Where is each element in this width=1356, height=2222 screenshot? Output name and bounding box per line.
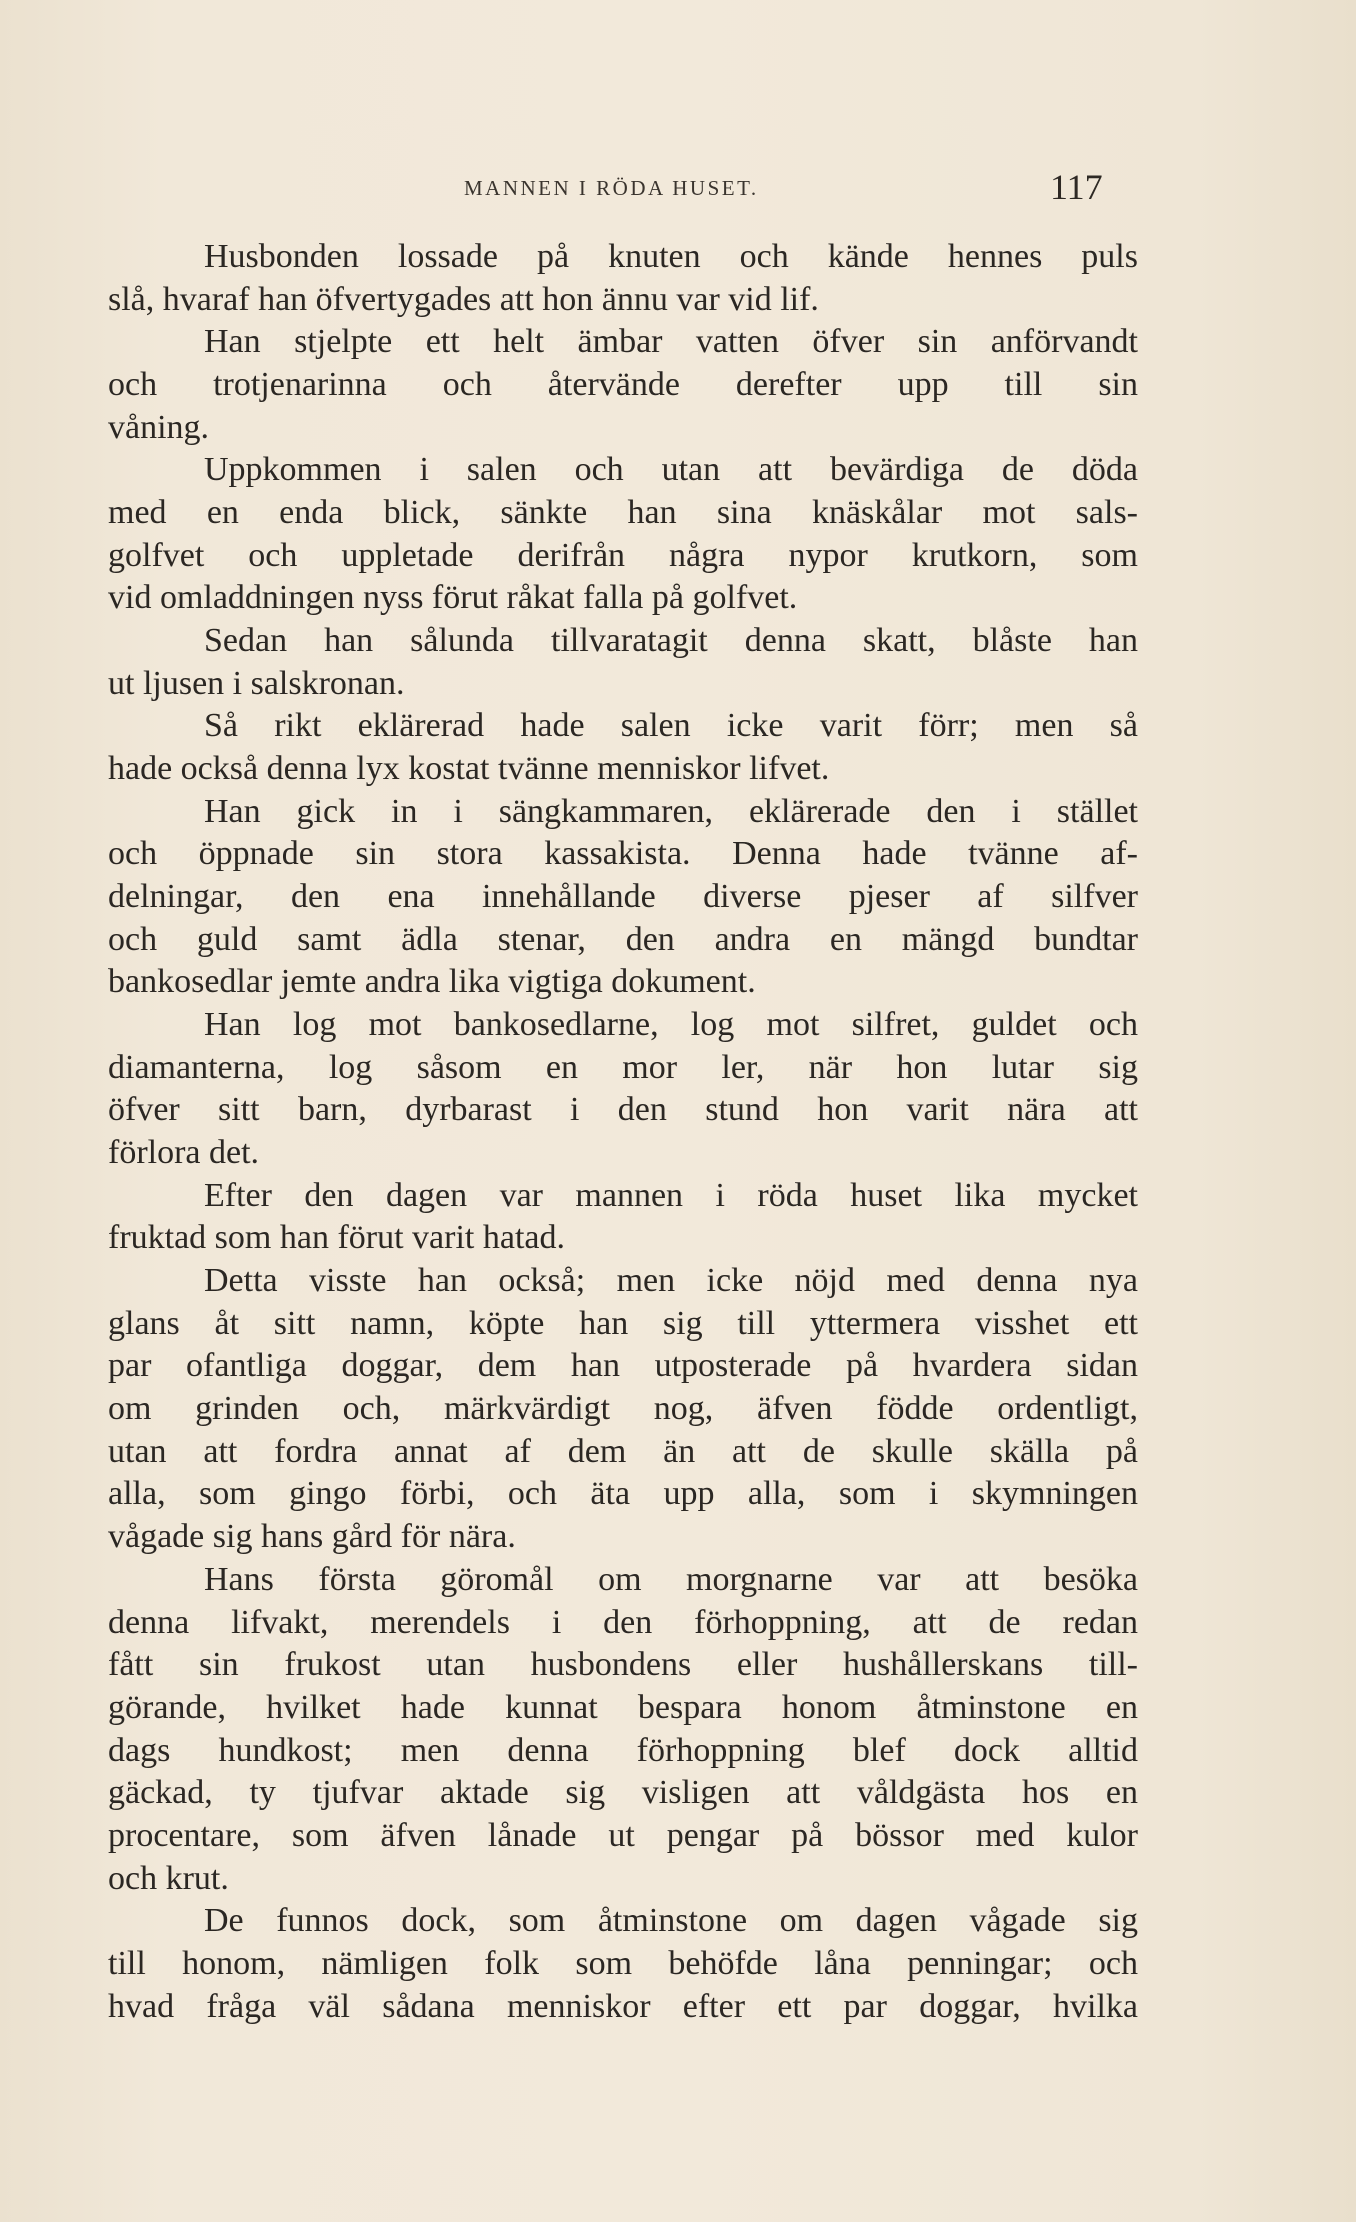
text-line: hade också denna lyx kostat tvänne menniskor lifvet. [108,750,830,788]
text-line: golfvet och uppletade derifrån några nypor krutkorn, som [108,536,1138,574]
paragraph [108,236,1138,321]
text-line: utan att fordra annat af dem än att de skulle skälla på [108,1432,1138,1470]
page-number: 117 [1050,167,1103,207]
text-line: Detta visste han också; men icke nöjd med denna nya [204,1262,1138,1300]
paragraph [108,1175,1138,1260]
text-line: med en enda blick, sänkte han sina knäskålar mot sals- [108,494,1138,532]
paragraph [108,620,1138,705]
page-header [0,167,1356,210]
text-line: dags hundkost; men denna förhoppning blef dock alltid [108,1731,1138,1769]
text-line: par ofantliga doggar, dem han utposterade på hvardera sidan [108,1347,1138,1385]
text-line: Uppkommen i salen och utan att bevärdiga de döda [204,451,1138,489]
paragraph [108,1004,1138,1175]
text-line: hvad fråga väl sådana menniskor efter ett par doggar, hvilka [108,1987,1138,2025]
text-line: Husbonden lossade på knuten och kände hennes puls [204,238,1138,275]
paragraph [108,449,1138,620]
text-line: Han log mot bankosedlarne, log mot silfret, guldet och [204,1006,1138,1044]
text-line: bankosedlar jemte andra lika vigtiga dokument. [108,963,756,1001]
paragraph [108,1260,1138,1559]
body-text [108,236,1138,2028]
text-line: till honom, nämligen folk som behöfde låna penningar; och [108,1944,1138,1982]
text-line: procentare, som äfven lånade ut pengar på bössor med kulor [108,1816,1138,1854]
text-line: delningar, den ena innehållande diverse pjeser af silfver [108,878,1138,916]
text-line: vågade sig hans gård för nära. [108,1518,516,1556]
text-line: gäckad, ty tjufvar aktade sig visligen att våldgästa hos en [108,1774,1138,1812]
text-line: Sedan han sålunda tillvaratagit denna skatt, blåste han [204,622,1138,660]
text-line: och trotjenarinna och återvände derefter upp till sin [108,366,1138,404]
text-line: och guld samt ädla stenar, den andra en mängd bundtar [108,920,1138,958]
text-line: och krut. [108,1859,229,1897]
text-line: våning. [108,408,210,446]
text-line: Han stjelpte ett helt ämbar vatten öfver sin anförvandt [204,323,1138,361]
text-line: om grinden och, märkvärdigt nog, äfven födde ordentligt, [108,1390,1138,1428]
text-line: diamanterna, log såsom en mor ler, när hon lutar sig [108,1048,1138,1086]
text-line: vid omladdningen nyss förut råkat falla på golfvet. [108,579,798,617]
text-line: Efter den dagen var mannen i röda huset lika mycket [204,1176,1138,1214]
text-line: alla, som gingo förbi, och äta upp alla, som i skymningen [108,1475,1138,1513]
text-line: fruktad som han förut varit hatad. [108,1219,565,1257]
text-line: glans åt sitt namn, köpte han sig till yttermera visshet ett [108,1304,1138,1342]
paragraph [108,321,1138,449]
text-line: fått sin frukost utan husbondens eller hushållerskans till- [108,1646,1138,1684]
paragraph [108,1559,1138,1900]
paragraph [108,1900,1138,2028]
text-line: öfver sitt barn, dyrbarast i den stund hon varit nära att [108,1091,1138,1129]
text-line: Hans första göromål om morgnarne var att besöka [204,1560,1138,1598]
paragraph [108,705,1138,790]
text-line: görande, hvilket hade kunnat bespara honom åtminstone en [108,1688,1138,1726]
text-line: ut ljusen i salskronan. [108,664,405,702]
text-line: Han gick in i sängkammaren, eklärerade den i stället [204,792,1138,830]
paragraph [108,791,1138,1004]
text-line: De funnos dock, som åtminstone om dagen vågade sig [204,1902,1138,1940]
text-line: förlora det. [108,1134,260,1172]
running-head: MANNEN I RÖDA HUSET. [464,176,759,200]
text-line: denna lifvakt, merendels i den förhoppning, att de redan [108,1603,1138,1641]
text-line: och öppnade sin stora kassakista. Denna hade tvänne af- [108,835,1138,873]
text-line: slå, hvaraf han öfvertygades att hon ännu var vid lif. [108,280,819,318]
text-line: Så rikt eklärerad hade salen icke varit förr; men så [204,707,1138,745]
